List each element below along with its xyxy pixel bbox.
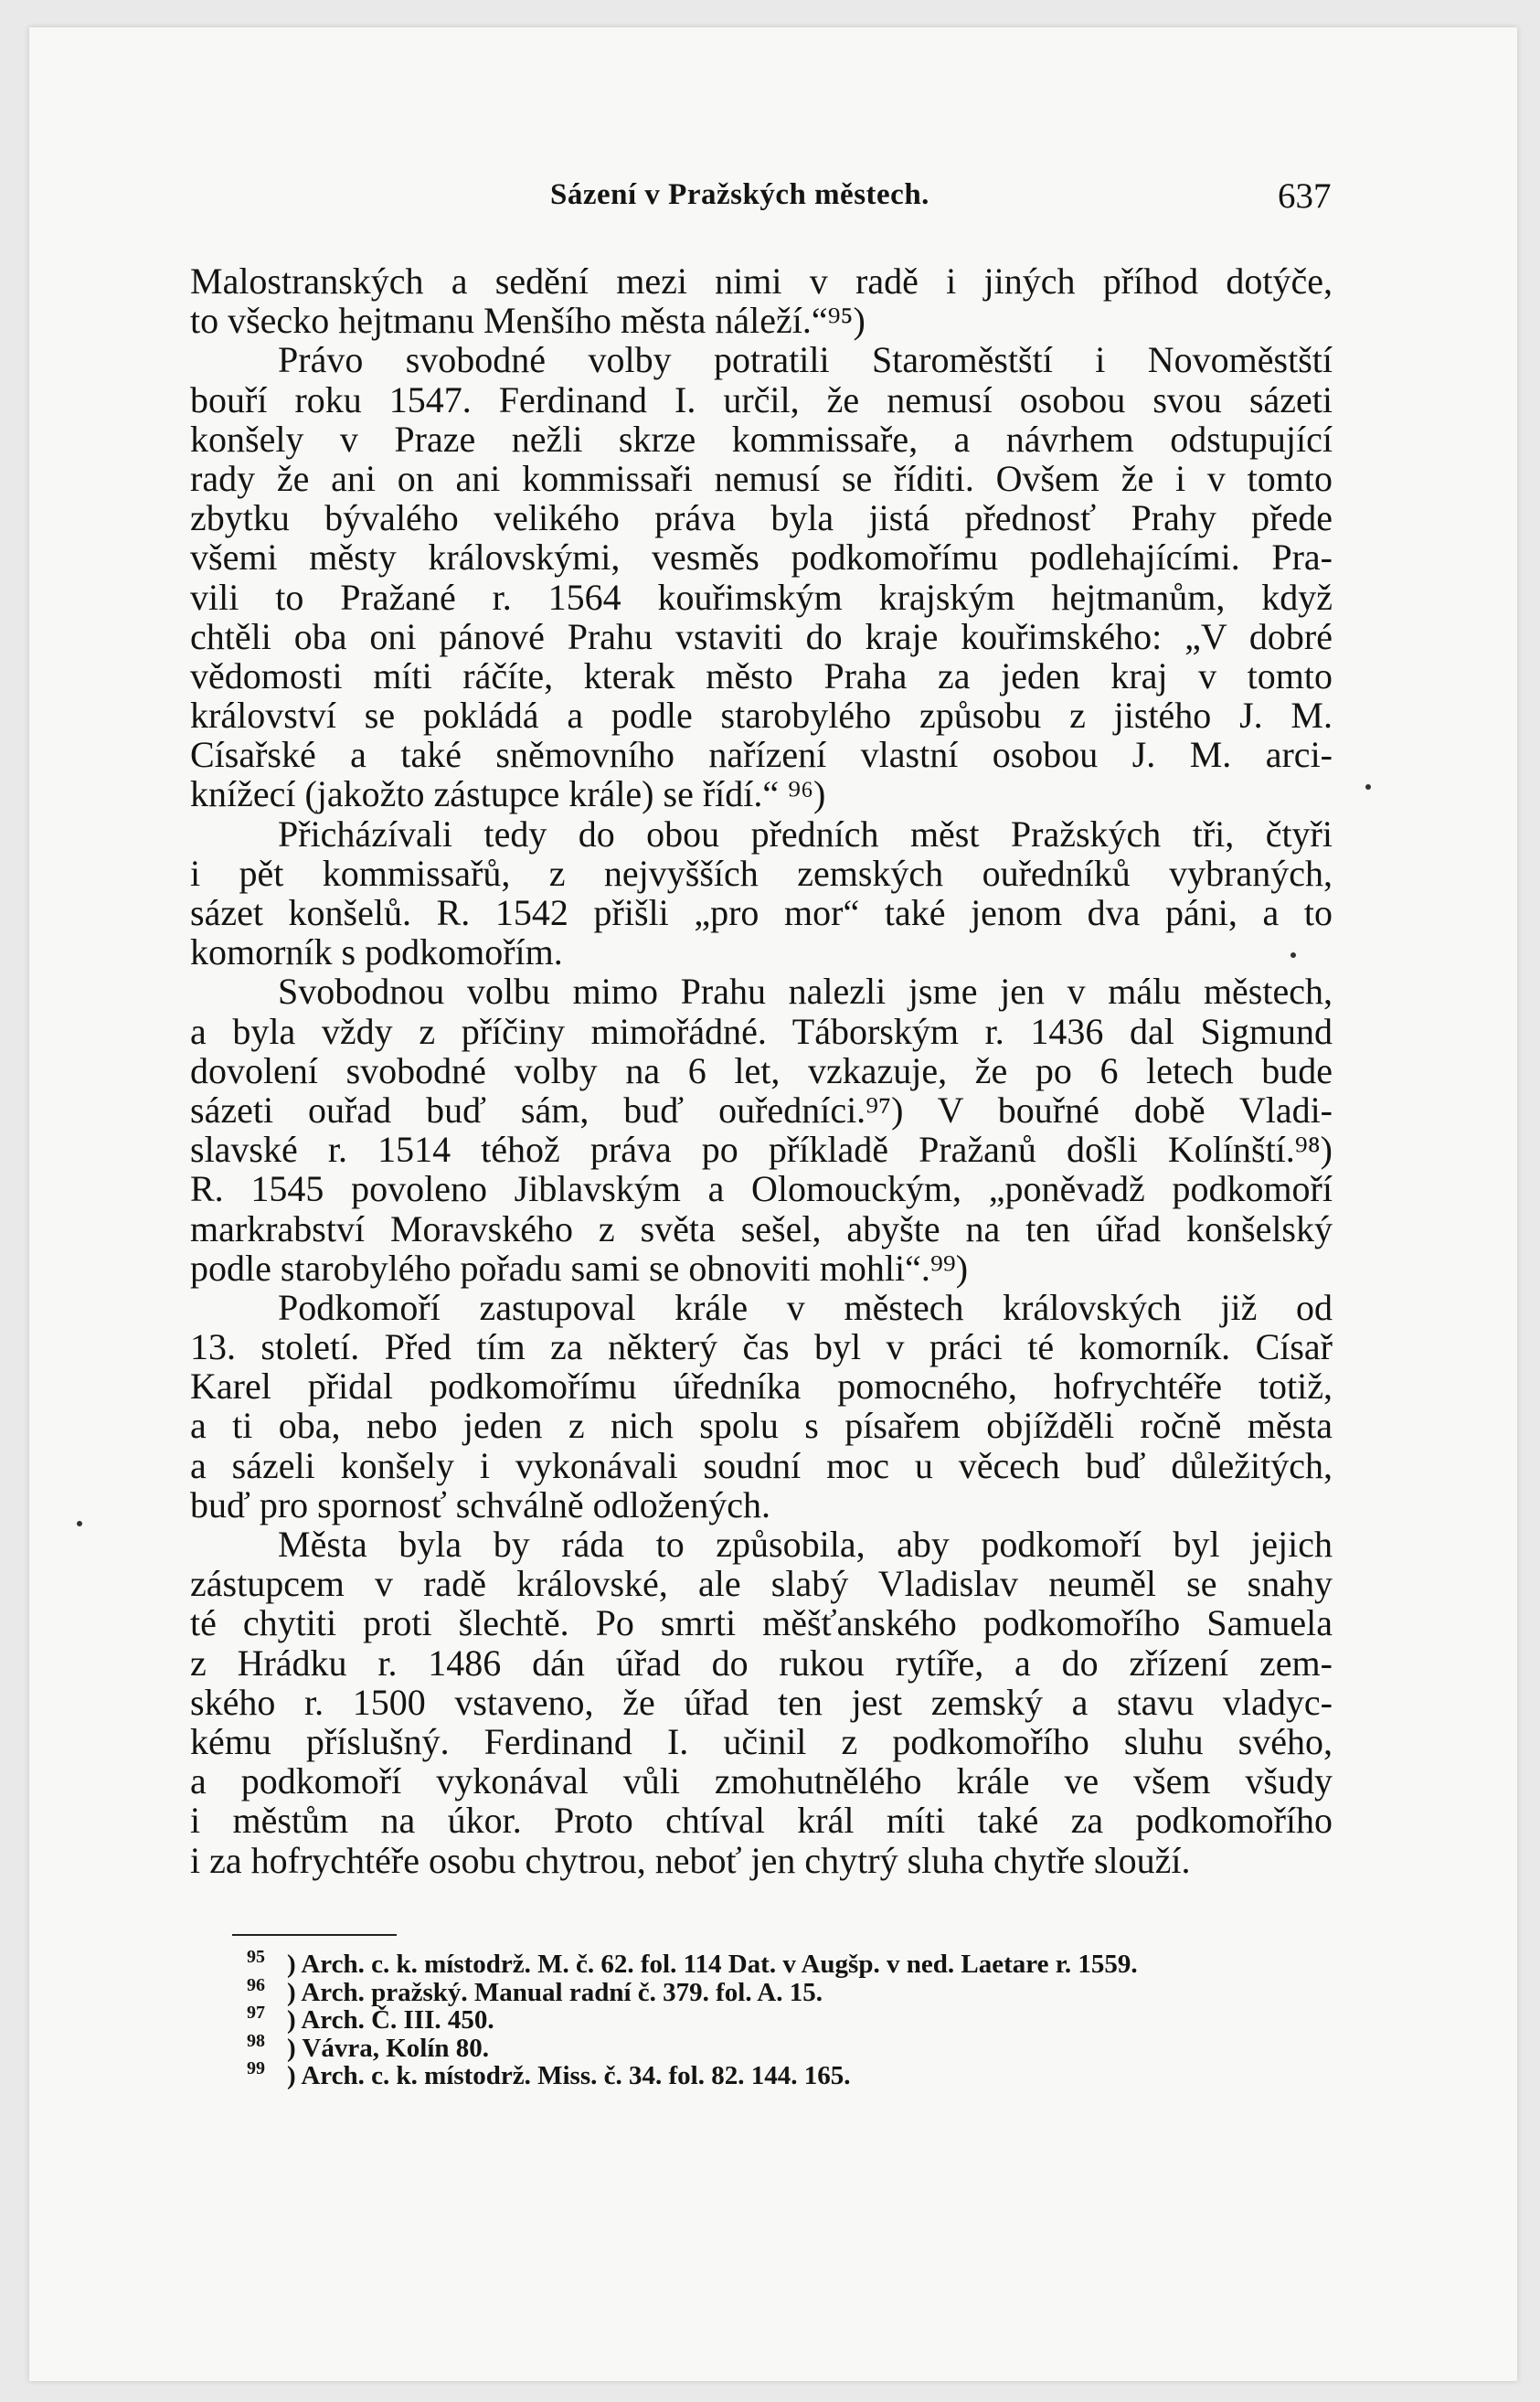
footnote-text: Arch. c. k. místodrž. Miss. č. 34. fol. 82. 144. 165. <box>301 2061 851 2090</box>
text-line: Malostranských a sedění mezi nimi v radě i jiných příhod dotýče, <box>190 260 1333 302</box>
text-line: rady že ani on ani kommissaři nemusí se říditi. Ovšem že i v tomto <box>190 457 1333 499</box>
body-text <box>190 261 1333 1880</box>
text-line: a byla vždy z příčiny mimořádné. Táborským r. 1436 dal Sigmund <box>190 1010 1333 1052</box>
text-line: podle starobylého pořadu sami se obnoviti mohli“.⁹⁹) <box>190 1247 969 1289</box>
footnote-paren: ) <box>287 2033 303 2063</box>
text-line: 13. století. Před tím za některý čas byl v práci té komorník. Císař <box>190 1326 1333 1368</box>
text-line: a sázeli konšely i vykonávali soudní moc u věcech buď důležitých, <box>190 1444 1333 1486</box>
speck <box>77 1521 82 1526</box>
footnote: 95 ) Arch. c. k. místodrž. M. č. 62. fol. 114 Dat. v Augšp. v ned. Laetare r. 1559. <box>247 1947 1138 1979</box>
text-line: chtěli oba oni pánové Prahu vstaviti do kraje kouřimského: „V dobré <box>190 615 1333 657</box>
text-line: zástupcem v radě královské, ale slabý Vladislav neuměl se snahy <box>190 1563 1333 1605</box>
text-line: Právo svobodné volby potratili Staroměstští i Novoměstští <box>278 339 1333 381</box>
text-line: zbytku bývalého velikého práva byla jistá přednosť Prahy přede <box>190 497 1333 539</box>
text-line: komorník s podkomořím. <box>190 931 563 973</box>
footnote-rule <box>232 1934 397 1936</box>
text-line: i pět kommissařů, z nejvyšších zemských ouředníků vybraných, <box>190 852 1333 894</box>
page-number: 637 <box>1278 176 1332 216</box>
text-line: i městům na úkor. Proto chtíval král míti také za podkomořího <box>190 1800 1333 1842</box>
text-line: konšely v Praze nežli skrze kommissaře, a návrhem odstupující <box>190 418 1333 460</box>
text-line: Svobodnou volbu mimo Prahu nalezli jsme jen v málu městech, <box>278 971 1333 1013</box>
text-line: knížecí (jakožto zástupce krále) se řídí.“ ⁹⁶) <box>190 773 826 815</box>
footnotes <box>247 1947 1334 2090</box>
text-line: bouří roku 1547. Ferdinand I. určil, že nemusí osobou svou sázeti <box>190 378 1333 420</box>
footnote: 97 ) Arch. Č. III. 450. <box>247 2003 494 2035</box>
book-page <box>29 27 1517 2381</box>
text-line: ského r. 1500 vstaveno, že úřad ten jest zemský a stavu vladyc- <box>190 1681 1333 1723</box>
text-line: kému příslušný. Ferdinand I. učinil z podkomořího sluhu svého, <box>190 1720 1333 1762</box>
footnote-text: Arch. Č. III. 450. <box>301 2005 494 2035</box>
text-line: vili to Pražané r. 1564 kouřimským krajským hejtmanům, když <box>190 576 1333 618</box>
text-line: království se pokládá a podle starobylého způsobu z jistého J. M. <box>190 695 1333 737</box>
footnote-paren: ) <box>287 2005 302 2035</box>
text-line: i za hofrychtéře osobu chytrou, neboť jen chytrý sluha chytře slouží. <box>190 1839 1191 1881</box>
text-line: z Hrádku r. 1486 dán úřad do rukou rytíře, a do zřízení zem- <box>190 1642 1333 1684</box>
text-line: to všecko hejtmanu Menšího města náleží.“⁹⁵) <box>190 300 866 342</box>
footnote: 98 ) Vávra, Kolín 80. <box>247 2030 490 2063</box>
text-line: Přicházívali tedy do obou předních měst Pražských tři, čtyři <box>278 813 1333 855</box>
text-line: Karel přidal podkomořímu úředníka pomocného, hofrychtéře totiž, <box>190 1366 1333 1408</box>
footnote-text: Arch. c. k. místodrž. M. č. 62. fol. 114 Dat. v Augšp. v ned. Laetare r. 1559. <box>301 1950 1138 1979</box>
text-line: sázeti ouřad buď sám, buď ouředníci.⁹⁷) V bouřné době Vladi- <box>190 1089 1333 1131</box>
text-line: slavské r. 1514 téhož práva po příkladě Pražanů došli Kolínští.⁹⁸) <box>190 1129 1333 1171</box>
text-line: vědomosti míti ráčíte, kterak město Praha za jeden kraj v tomto <box>190 654 1333 696</box>
footnote: 99 ) Arch. c. k. místodrž. Miss. č. 34. fol. 82. 144. 165. <box>247 2058 851 2090</box>
running-title: Sázení v Pražských městech. <box>550 178 929 211</box>
text-line: Města byla by ráda to způsobila, aby podkomoří byl jejich <box>278 1524 1333 1565</box>
text-line: všemi městy královskými, vesměs podkomořímu podlehajícími. Pra- <box>190 537 1333 579</box>
footnote-paren: ) <box>287 2061 302 2090</box>
text-line: R. 1545 povoleno Jiblavským a Olomouckým, „poněvadž podkomoří <box>190 1168 1333 1210</box>
text-line: dovolení svobodné volby na 6 let, vzkazuje, že po 6 letech bude <box>190 1049 1333 1091</box>
footnote-text: Arch. pražský. Manual radní č. 379. fol. A. 15. <box>301 1977 823 2007</box>
text-line: sázet konšelů. R. 1542 přišli „pro mor“ také jenom dva páni, a to <box>190 892 1333 933</box>
footnote: 96 ) Arch. pražský. Manual radní č. 379. fol. A. 15. <box>247 1974 823 2007</box>
footnote-text: Vávra, Kolín 80. <box>302 2033 490 2063</box>
text-line: markrabství Moravského z světa sešel, abyšte na ten úřad konšelský <box>190 1207 1333 1249</box>
speck <box>1290 952 1296 958</box>
text-line: Císařské a také sněmovního nařízení vlastní osobou J. M. arci- <box>190 734 1333 776</box>
footnote-paren: ) <box>287 1950 302 1979</box>
speck <box>1365 784 1371 790</box>
footnote-paren: ) <box>287 1977 302 2007</box>
text-line: buď pro spornosť schválně odložených. <box>190 1483 771 1525</box>
text-line: té chytiti proti šlechtě. Po smrti měšťanského podkomořího Samuela <box>190 1602 1333 1644</box>
text-line: a podkomoří vykonával vůli zmohutnělého krále ve všem všudy <box>190 1760 1333 1802</box>
text-line: Podkomoří zastupoval krále v městech královských již od <box>278 1286 1333 1328</box>
text-line: a ti oba, nebo jeden z nich spolu s písařem objížděli ročně města <box>190 1405 1333 1447</box>
